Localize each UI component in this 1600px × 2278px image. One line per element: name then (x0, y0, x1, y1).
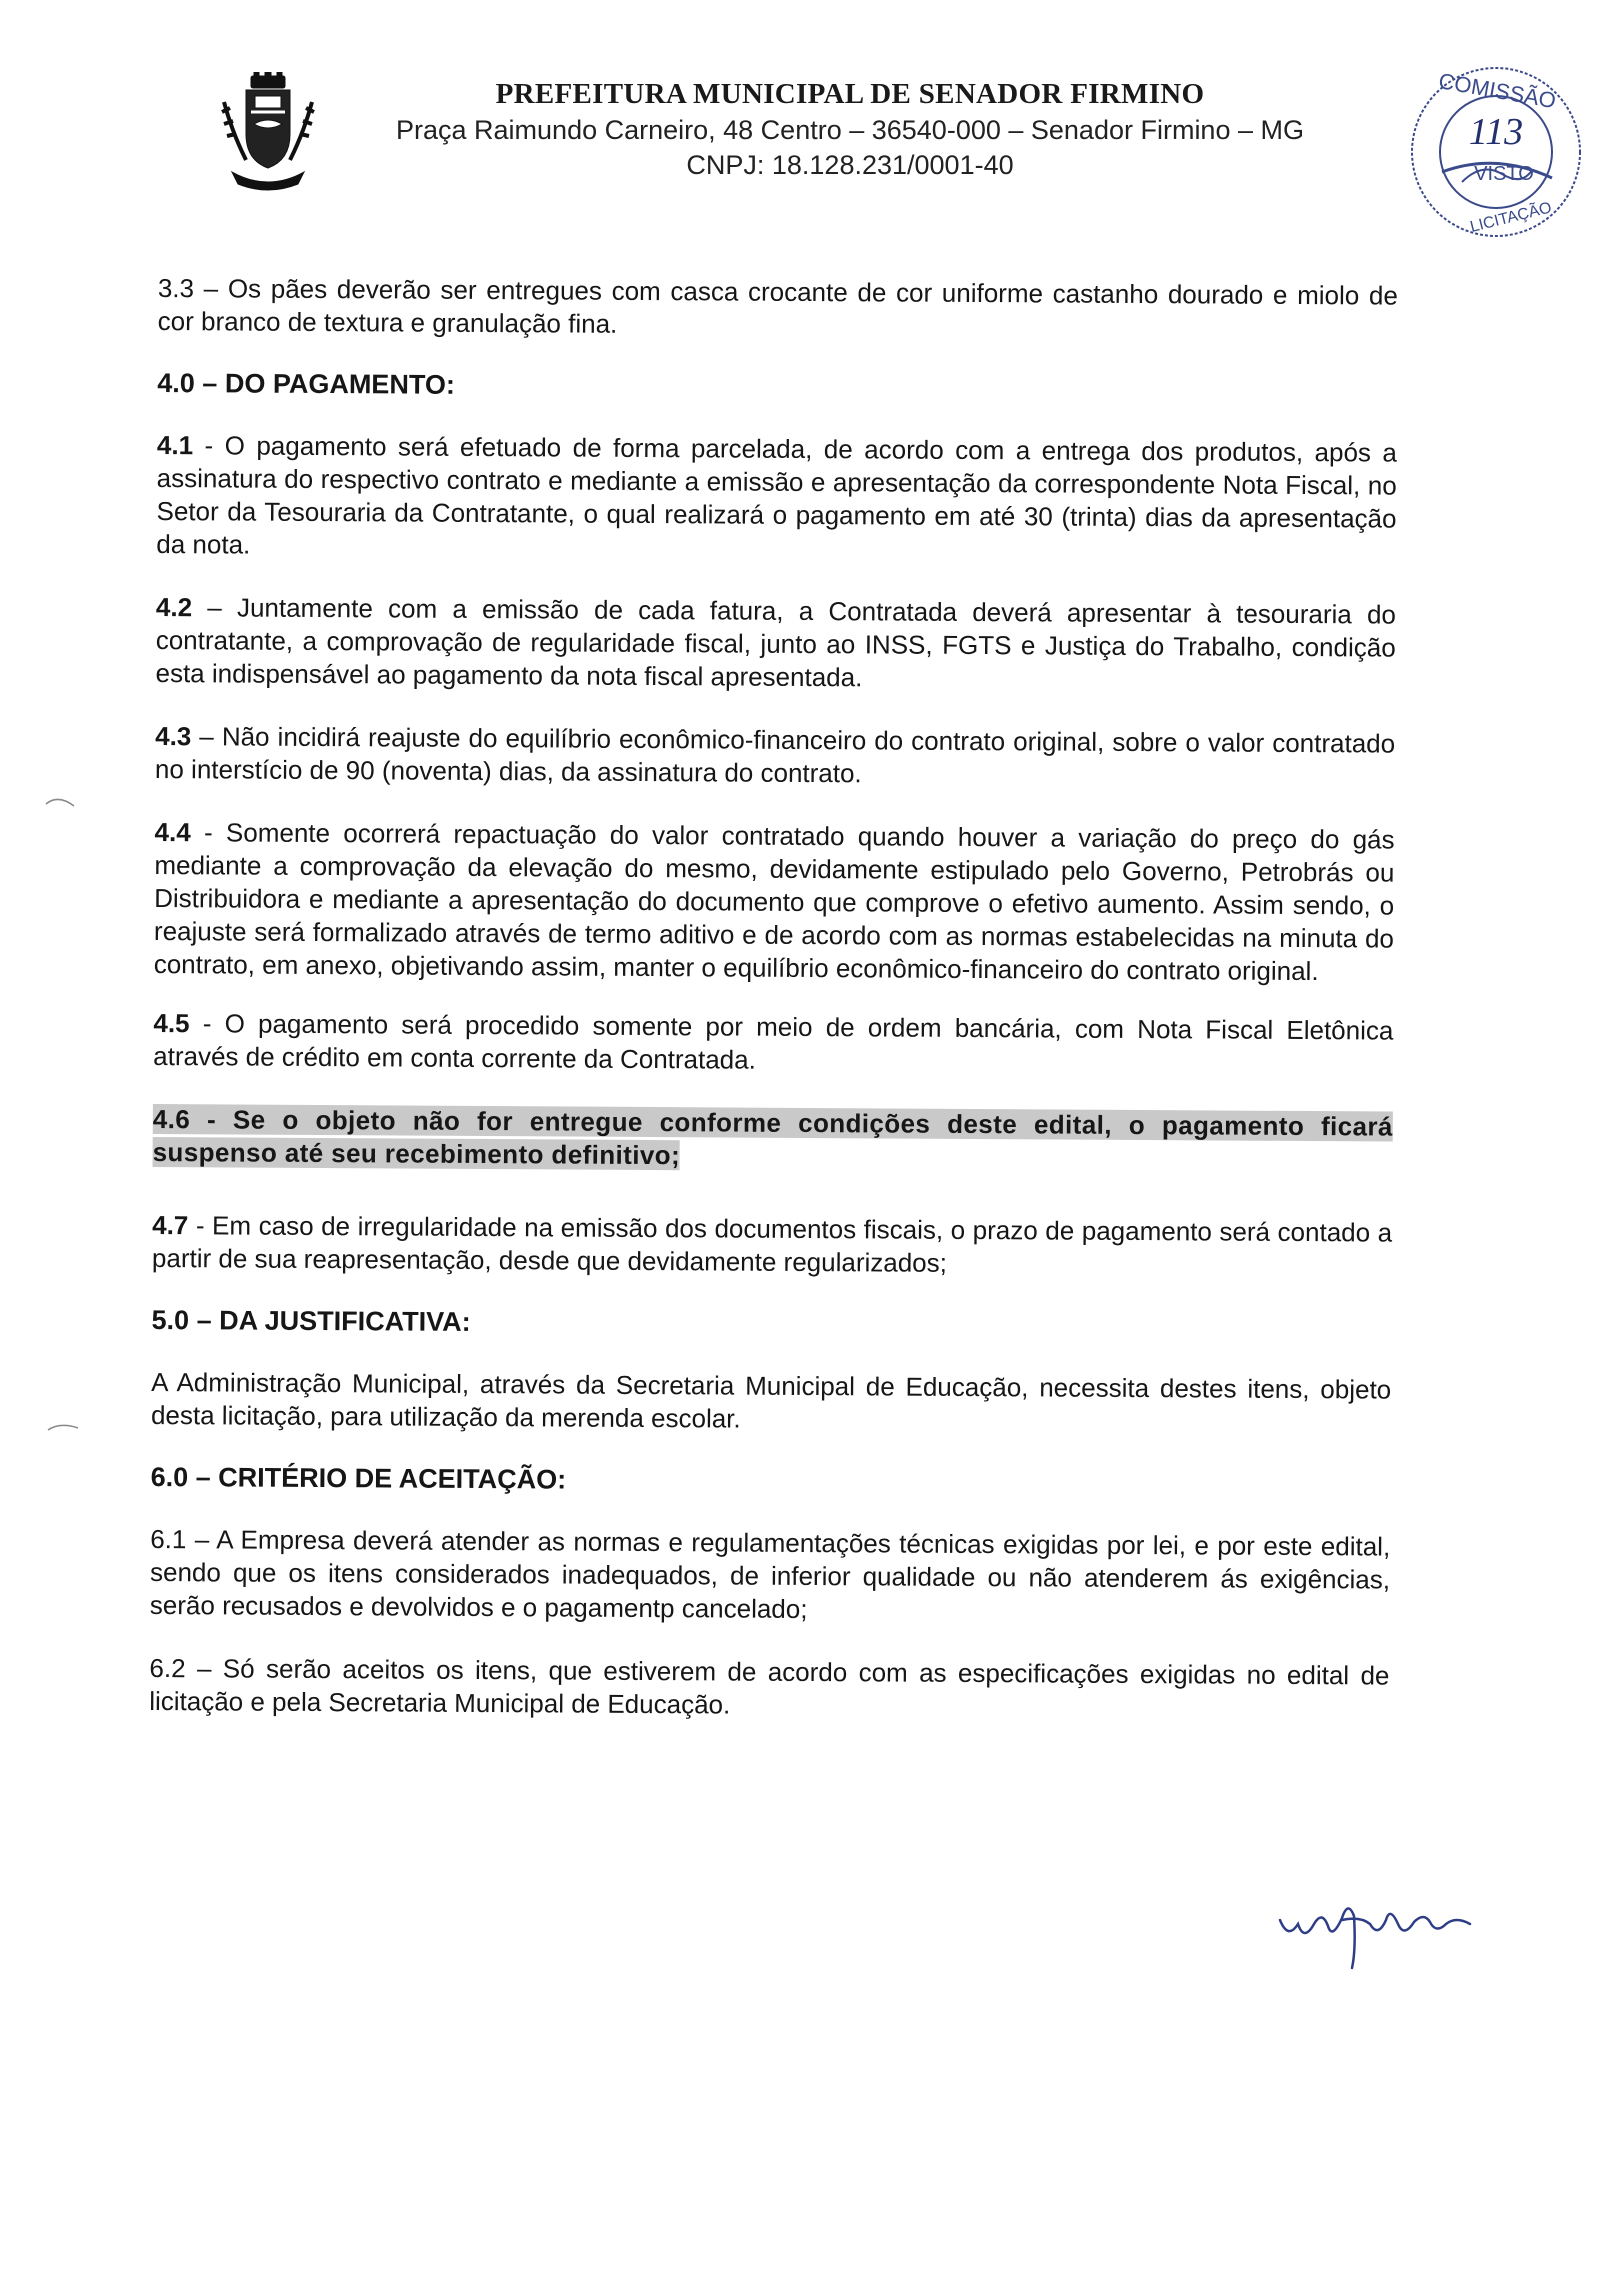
clause-text: – Não incidirá reajuste do equilíbrio econômico-financeiro do contrato original, sobre o valor contratado no interstício de 90 (noventa) dias, da assinatura do contrato. (154, 721, 1396, 789)
highlighted-clause: 4.6 - Se o objeto não for entregue conforme condições deste edital, o pagamento ficará suspenso até seu recebimento definitivo; (152, 1103, 1393, 1171)
clause-number: 4.7 (152, 1209, 189, 1241)
clause-text: - O pagamento será procedido somente por meio de ordem bancária, com Nota Fiscal Eletônica através de crédito em conta corrente da Contratada. (153, 1008, 1394, 1075)
letterhead-cnpj: CNPJ: 18.128.231/0001-40 (686, 150, 1014, 180)
commission-stamp (1392, 62, 1600, 242)
letterhead-organization: PREFEITURA MUNICIPAL DE SENADOR FIRMINO (495, 78, 1205, 110)
signature-icon (1270, 1880, 1480, 1970)
clause-number: 4.1 (156, 429, 194, 461)
paragraph-4-2 (155, 591, 1396, 698)
paragraph-6-1: 6.1 – A Empresa deverá atender as normas e regulamentações técnicas exigidas por lei, e por este edital, sendo que os itens considerados inadequados, de inferior qualidade ou não atenderem ás exigências, serão recusados e devolvidos e o pagamentp cancelado; (149, 1523, 1391, 1624)
stamp-top-text: COMISSÃO (1436, 68, 1558, 114)
paragraph-4-7 (152, 1209, 1392, 1283)
letterhead (380, 78, 1320, 181)
coat-of-arms-icon (218, 72, 318, 192)
clause-number: 4.2 (155, 591, 193, 623)
heading-justification: 5.0 – DA JUSTIFICATIVA: (151, 1304, 471, 1337)
margin-mark (46, 1416, 86, 1440)
heading-acceptance-criteria: 6.0 – CRITÉRIO DE ACEITAÇÃO: (150, 1461, 567, 1495)
clause-text: - Somente ocorrerá repactuação do valor contratado quando houver a variação do preço do gás mediante a comprovação da elevação do mesmo, devidamente estipulado pelo Governo, Petrobrás ou Distribuidora e mediante a apresentação do documento que comprove o efetivo aumento. Assim sendo, o reajuste será formalizado através de termo aditivo e de acordo com as normas estabelecidas na minuta do contrato, em anexo, objetivando assim, manter o equilíbrio econômico-financeiro do contrato original. (153, 817, 1395, 987)
heading-payment: 4.0 – DO PAGAMENTO: (157, 367, 455, 400)
clause-number: 4.3 (155, 720, 192, 752)
clause-number: 4.5 (153, 1007, 190, 1039)
paragraph-4-5 (153, 1007, 1393, 1081)
paragraph-4-1 (156, 429, 1397, 569)
margin-mark (44, 790, 84, 814)
clause-text: - O pagamento será efetuado de forma parcelada, de acordo com a entrega dos produtos, após a assinatura do respectivo contrato e mediante a emissão e apresentação da correspondente Nota Fiscal, no Setor da Tesouraria da Contratante, o qual realizará o pagamento em até 30 (trinta) dias da apresentação da nota. (156, 430, 1398, 560)
stamp-middle-text: VISTO (1474, 163, 1534, 185)
paragraph-4-6-highlighted (153, 1103, 1393, 1177)
paragraph-6-2: 6.2 – Só serão aceitos os itens, que estiverem de acordo com as especificações exigidas no edital de licitação e pela Secretaria Municipal de Educação. (149, 1652, 1390, 1720)
paragraph-5: A Administração Municipal, através da Secretaria Municipal de Educação, necessita destes itens, objeto desta licitação, para utilização da merenda escolar. (150, 1366, 1392, 1434)
paragraph-4-4 (154, 816, 1395, 989)
clause-text: - Em caso de irregularidade na emissão dos documentos fiscais, o prazo de pagamento será contado a partir de sua reapresentação, desde que devidamente regularizados; (151, 1210, 1393, 1278)
stamp-page-number: 113 (1468, 111, 1524, 153)
clause-number: 4.4 (154, 816, 191, 848)
clause-text: – Juntamente com a emissão de cada fatura, a Contratada deverá apresentar à tesouraria do contratante, a comprovação de regularidade fiscal, junto ao INSS, FGTS e Justiça do Trabalho, condição esta indispensável ao pagamento da nota fiscal apresentada. (155, 592, 1397, 693)
document-body (149, 272, 1398, 1756)
paragraph-4-3 (155, 720, 1395, 794)
paragraph-3-3: 3.3 – Os pães deverão ser entregues com casca crocante de cor uniforme castanho dourado e miolo de cor branco de textura e granulação fina. (157, 272, 1398, 339)
stamp-bottom-text: LICITAÇÃO (1468, 199, 1554, 236)
letterhead-address: Praça Raimundo Carneiro, 48 Centro – 36540-000 – Senador Firmino – MG (396, 115, 1304, 145)
